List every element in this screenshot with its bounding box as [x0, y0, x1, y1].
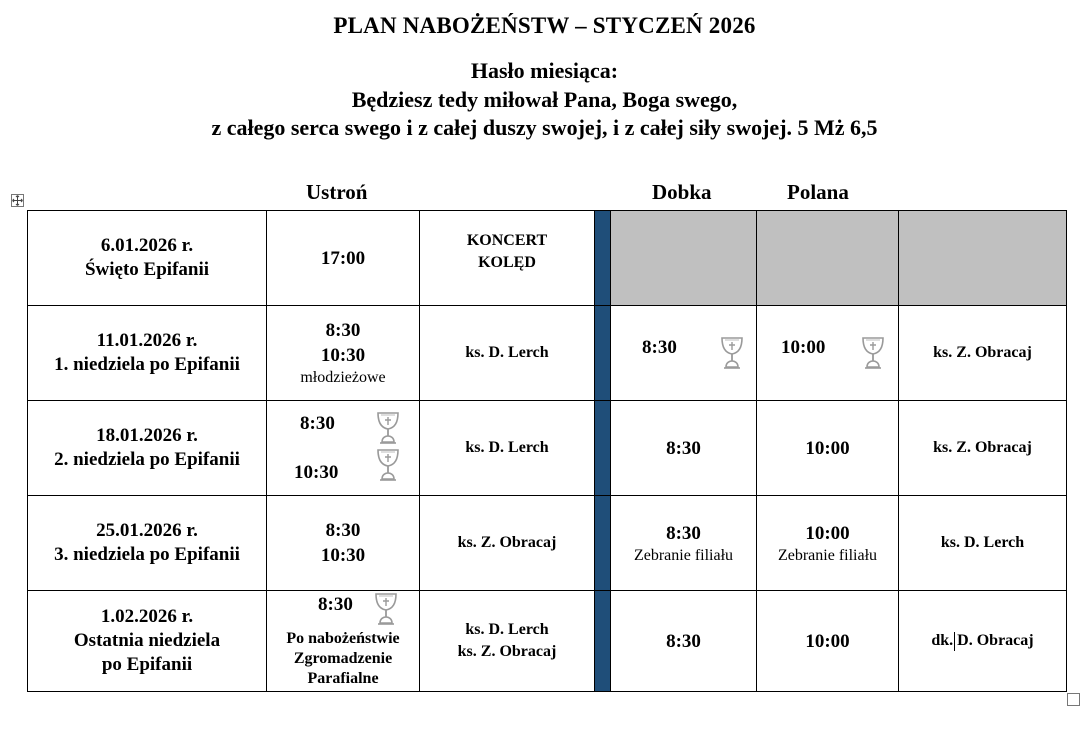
column-divider-bar	[594, 211, 610, 692]
youth-service-note: młodzieżowe	[300, 369, 386, 386]
filial-pastor-cell	[899, 496, 1066, 590]
service-occasion: 2. niedziela po Epifanii	[54, 449, 240, 470]
column-heading-polana: Polana	[787, 180, 849, 204]
dobka-service-time: 8:30	[642, 337, 677, 358]
text-cursor	[954, 632, 955, 651]
column-heading-ustron: Ustroń	[306, 180, 368, 204]
pastor-name: ks. Z. Obracaj	[457, 534, 557, 551]
table-resize-handle-icon[interactable]	[1067, 693, 1080, 706]
concert-label-line-1: KONCERT	[466, 232, 548, 249]
ustron-pastor-cell	[420, 496, 594, 590]
ustron-service-time: 8:30	[325, 520, 361, 541]
column-heading-dobka: Dobka	[652, 180, 712, 204]
parish-assembly-note	[267, 628, 419, 690]
service-occasion: Święto Epifanii	[84, 259, 210, 280]
pastor-name: ks. D. Lerch	[465, 439, 549, 456]
polana-service-time: 10:00	[805, 522, 850, 544]
date-cell	[28, 401, 266, 495]
service-date: 1.02.2026 r.	[100, 606, 194, 627]
dobka-time-cell	[611, 591, 756, 691]
ustron-pastor-cell	[420, 306, 594, 400]
ustron-service-time: 10:30	[320, 345, 366, 366]
polana-service-time: 10:00	[805, 437, 850, 459]
service-occasion: 1. niedziela po Epifanii	[54, 354, 240, 375]
dobka-service-time: 8:30	[666, 630, 701, 652]
chalice-icon	[861, 336, 885, 370]
chalice-icon	[376, 448, 400, 482]
dobka-service-time: 8:30	[666, 437, 701, 459]
pastor-name: ks. Z. Obracaj	[457, 643, 557, 660]
parish-assembly-note-line-2: Zgromadzenie	[293, 650, 393, 667]
pastor-name: D. Obracaj	[957, 632, 1034, 649]
ustron-pastor-cell	[420, 591, 594, 691]
ustron-time-cell	[267, 496, 419, 590]
branch-meeting-note: Zebranie filiału	[633, 546, 734, 564]
service-date: 25.01.2026 r.	[96, 520, 198, 541]
pastor-name: ks. D. Lerch	[940, 534, 1025, 551]
date-cell	[28, 496, 266, 590]
polana-time-cell	[757, 496, 898, 590]
date-cell	[28, 211, 266, 305]
chalice-icon	[720, 336, 744, 370]
motto-line-2: z całego serca swego i z całej duszy swojej, i z całej siły swojej. 5 Mż 6,5	[211, 115, 878, 140]
ustron-time-cell	[267, 306, 419, 400]
service-date: 18.01.2026 r.	[96, 425, 198, 446]
ustron-service-time: 8:30	[325, 320, 361, 341]
ustron-time-cell	[267, 211, 419, 305]
ustron-service-time: 8:30	[300, 413, 335, 434]
ustron-service-time: 17:00	[320, 247, 366, 269]
ustron-service-time: 8:30	[318, 594, 353, 615]
chalice-icon	[374, 592, 398, 626]
pastor-name: ks. D. Lerch	[465, 621, 549, 638]
polana-service-time: 10:00	[805, 630, 850, 652]
dobka-time-cell	[611, 496, 756, 590]
filial-pastor-cell	[899, 591, 1066, 691]
motto-label: Hasło miesiąca:	[470, 58, 619, 83]
polana-time-cell	[757, 591, 898, 691]
shaded-filial-cells	[610, 211, 1066, 305]
date-cell	[28, 306, 266, 400]
service-occasion-line-2: po Epifanii	[101, 654, 193, 675]
ustron-pastor-cell	[420, 205, 594, 299]
service-date: 6.01.2026 r.	[100, 235, 194, 256]
ustron-service-time: 10:30	[294, 462, 339, 483]
ustron-service-time: 10:30	[320, 545, 366, 566]
polana-time-cell	[757, 401, 898, 495]
dobka-time-cell	[611, 401, 756, 495]
polana-service-time: 10:00	[781, 337, 826, 358]
branch-meeting-note: Zebranie filiału	[777, 546, 878, 564]
pastor-name: ks. Z. Obracaj	[933, 344, 1032, 361]
service-occasion: 3. niedziela po Epifanii	[54, 544, 240, 565]
page-title: PLAN NABOŻEŃSTW – STYCZEŃ 2026	[333, 13, 756, 38]
parish-assembly-note-line-1: Po nabożeństwie	[286, 630, 400, 647]
chalice-icon	[376, 411, 400, 445]
concert-label-line-2: KOLĘD	[478, 254, 536, 271]
table-move-handle-icon[interactable]	[11, 194, 24, 207]
filial-pastor-cell	[899, 306, 1066, 400]
parish-assembly-note-line-3: Parafialne	[307, 670, 379, 687]
service-date: 11.01.2026 r.	[96, 330, 198, 351]
ustron-pastor-cell	[420, 401, 594, 495]
filial-pastor-cell	[899, 401, 1066, 495]
date-cell	[28, 591, 266, 691]
deacon-title: dk.	[931, 632, 954, 649]
service-occasion-line-1: Ostatnia niedziela	[73, 630, 221, 651]
motto-line-1: Będziesz tedy miłował Pana, Boga swego,	[351, 87, 738, 112]
pastor-name: ks. D. Lerch	[465, 344, 549, 361]
dobka-service-time: 8:30	[666, 522, 701, 544]
pastor-name: ks. Z. Obracaj	[933, 439, 1032, 456]
